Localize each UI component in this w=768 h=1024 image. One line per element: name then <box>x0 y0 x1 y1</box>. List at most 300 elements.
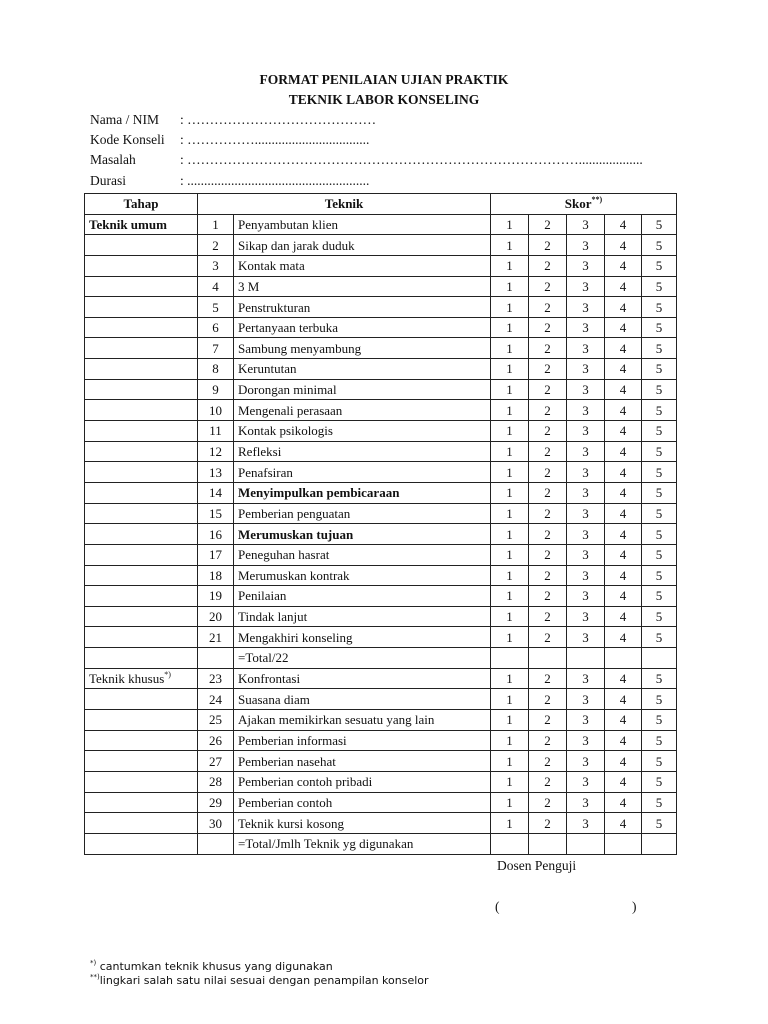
score-total-cell[interactable] <box>642 833 677 854</box>
score-total-cell[interactable] <box>605 833 642 854</box>
score-option[interactable]: 3 <box>567 710 605 731</box>
score-option[interactable]: 1 <box>491 503 529 524</box>
score-option[interactable]: 1 <box>491 606 529 627</box>
table-row <box>85 297 677 318</box>
tahap-cell <box>85 606 198 627</box>
score-total-cell[interactable] <box>529 648 567 669</box>
score-option[interactable]: 1 <box>491 771 529 792</box>
score-option[interactable]: 5 <box>642 379 677 400</box>
form-title: FORMAT PENILAIAN UJIAN PRAKTIK <box>259 72 509 87</box>
score-total-cell[interactable] <box>567 833 605 854</box>
score-option[interactable]: 4 <box>605 400 642 421</box>
tahap-cell <box>85 648 198 669</box>
score-option[interactable]: 1 <box>491 544 529 565</box>
score-option[interactable]: 3 <box>567 462 605 483</box>
score-option[interactable]: 3 <box>567 813 605 834</box>
score-option[interactable]: 4 <box>605 317 642 338</box>
identity-fill-line: : …………….................................. <box>180 132 370 147</box>
technique-number: 29 <box>198 792 234 813</box>
score-option[interactable]: 3 <box>567 524 605 545</box>
score-option[interactable]: 5 <box>642 255 677 276</box>
score-option[interactable]: 4 <box>605 813 642 834</box>
identity-fill-line: : ...................................................... <box>180 173 370 188</box>
score-option[interactable]: 3 <box>567 503 605 524</box>
footnote-mark: *) <box>90 959 97 967</box>
technique-name: Pemberian nasehat <box>234 751 491 772</box>
table-row <box>85 730 677 751</box>
identity-row-nama <box>90 110 377 130</box>
score-option[interactable]: 5 <box>642 297 677 318</box>
tahap-label: Teknik khusus <box>89 671 165 687</box>
technique-number: 3 <box>198 255 234 276</box>
technique-number: 4 <box>198 276 234 297</box>
score-option[interactable]: 1 <box>491 482 529 503</box>
score-option[interactable]: 5 <box>642 544 677 565</box>
score-option[interactable]: 1 <box>491 730 529 751</box>
tahap-cell <box>85 214 198 235</box>
technique-name: Sikap dan jarak duduk <box>234 235 491 256</box>
score-option[interactable]: 5 <box>642 710 677 731</box>
technique-name: Penyambutan klien <box>234 214 491 235</box>
identity-fill-line: : …………………………………… <box>180 112 377 127</box>
signature-open-paren: ( <box>495 899 500 914</box>
score-option[interactable]: 2 <box>529 235 567 256</box>
score-option[interactable]: 1 <box>491 421 529 442</box>
score-option[interactable]: 1 <box>491 668 529 689</box>
score-option[interactable]: 2 <box>529 379 567 400</box>
score-option[interactable]: 5 <box>642 482 677 503</box>
score-option[interactable]: 3 <box>567 771 605 792</box>
total-label: =Total/22 <box>234 648 491 669</box>
technique-name: Pemberian informasi <box>234 730 491 751</box>
score-option[interactable]: 1 <box>491 751 529 772</box>
technique-number: 23 <box>198 668 234 689</box>
table-row <box>85 441 677 462</box>
score-option[interactable]: 3 <box>567 235 605 256</box>
assessment-table <box>84 193 677 855</box>
score-option[interactable]: 5 <box>642 586 677 607</box>
technique-number: 17 <box>198 544 234 565</box>
footnote-text: lingkari salah satu nilai sesuai dengan penampilan konselor <box>99 974 429 987</box>
table-row <box>85 771 677 792</box>
score-option[interactable]: 5 <box>642 565 677 586</box>
technique-number: 19 <box>198 586 234 607</box>
header-skor <box>491 194 677 215</box>
tahap-cell <box>85 235 198 256</box>
technique-number: 10 <box>198 400 234 421</box>
score-option[interactable]: 1 <box>491 710 529 731</box>
tahap-cell <box>85 338 198 359</box>
table-row <box>85 421 677 442</box>
score-option[interactable]: 4 <box>605 627 642 648</box>
score-option[interactable]: 2 <box>529 751 567 772</box>
tahap-cell <box>85 813 198 834</box>
score-option[interactable]: 4 <box>605 771 642 792</box>
score-total-cell[interactable] <box>642 648 677 669</box>
identity-label: Masalah <box>90 152 136 167</box>
header-teknik: Teknik <box>198 194 491 215</box>
score-option[interactable]: 5 <box>642 627 677 648</box>
table-row <box>85 359 677 380</box>
tahap-cell <box>85 627 198 648</box>
technique-number: 25 <box>198 710 234 731</box>
identity-row-kode-konseli <box>90 130 370 150</box>
score-option[interactable]: 2 <box>529 338 567 359</box>
table-row <box>85 255 677 276</box>
technique-number: 12 <box>198 441 234 462</box>
score-option[interactable]: 2 <box>529 482 567 503</box>
score-option[interactable]: 2 <box>529 689 567 710</box>
score-total-cell[interactable] <box>491 833 529 854</box>
score-option[interactable]: 5 <box>642 524 677 545</box>
tahap-cell <box>85 565 198 586</box>
tahap-cell <box>85 833 198 854</box>
technique-number: 24 <box>198 689 234 710</box>
number-cell <box>198 833 234 854</box>
score-option[interactable]: 5 <box>642 503 677 524</box>
score-option[interactable]: 1 <box>491 792 529 813</box>
score-option[interactable]: 5 <box>642 421 677 442</box>
technique-name: Merumuskan tujuan <box>234 524 491 545</box>
score-option[interactable]: 4 <box>605 544 642 565</box>
identity-row-durasi <box>90 171 370 191</box>
table-row <box>85 338 677 359</box>
score-option[interactable]: 1 <box>491 317 529 338</box>
technique-number: 6 <box>198 317 234 338</box>
technique-number: 21 <box>198 627 234 648</box>
identity-fill-line: : ……………………………………………………………………………................... <box>180 152 643 167</box>
table-row <box>85 317 677 338</box>
total-label: =Total/Jmlh Teknik yg digunakan <box>234 833 491 854</box>
score-option[interactable]: 2 <box>529 565 567 586</box>
score-option[interactable]: 1 <box>491 359 529 380</box>
score-option[interactable]: 4 <box>605 689 642 710</box>
score-total-cell[interactable] <box>529 833 567 854</box>
tahap-cell <box>85 544 198 565</box>
score-option[interactable]: 5 <box>642 771 677 792</box>
score-option[interactable]: 4 <box>605 297 642 318</box>
score-option[interactable]: 5 <box>642 400 677 421</box>
score-option[interactable]: 1 <box>491 565 529 586</box>
technique-number: 30 <box>198 813 234 834</box>
total-row <box>85 648 677 669</box>
tahap-cell <box>85 379 198 400</box>
identity-label: Nama / NIM <box>90 112 159 127</box>
technique-name: Peneguhan hasrat <box>234 544 491 565</box>
technique-number: 13 <box>198 462 234 483</box>
table-row <box>85 276 677 297</box>
score-option[interactable]: 1 <box>491 255 529 276</box>
score-option[interactable]: 5 <box>642 751 677 772</box>
score-option[interactable]: 2 <box>529 400 567 421</box>
table-row <box>85 792 677 813</box>
score-option[interactable]: 2 <box>529 503 567 524</box>
score-option[interactable]: 3 <box>567 544 605 565</box>
tahap-cell <box>85 297 198 318</box>
score-option[interactable]: 2 <box>529 813 567 834</box>
score-option[interactable]: 3 <box>567 565 605 586</box>
technique-number: 16 <box>198 524 234 545</box>
technique-number: 9 <box>198 379 234 400</box>
score-option[interactable]: 5 <box>642 235 677 256</box>
technique-number: 8 <box>198 359 234 380</box>
score-option[interactable]: 3 <box>567 379 605 400</box>
signature-close-paren: ) <box>632 899 637 914</box>
score-option[interactable]: 4 <box>605 730 642 751</box>
score-option[interactable]: 4 <box>605 462 642 483</box>
tahap-cell <box>85 771 198 792</box>
score-option[interactable]: 3 <box>567 668 605 689</box>
score-option[interactable]: 2 <box>529 710 567 731</box>
score-option[interactable]: 4 <box>605 235 642 256</box>
table-header-row <box>85 194 677 215</box>
score-option[interactable]: 2 <box>529 606 567 627</box>
score-option[interactable]: 1 <box>491 276 529 297</box>
tahap-cell <box>85 359 198 380</box>
tahap-cell <box>85 441 198 462</box>
technique-name: Keruntutan <box>234 359 491 380</box>
score-option[interactable]: 5 <box>642 668 677 689</box>
footnote-2 <box>90 974 429 987</box>
footnote-text: cantumkan teknik khusus yang digunakan <box>96 960 333 973</box>
tahap-cell <box>85 730 198 751</box>
score-option[interactable]: 3 <box>567 482 605 503</box>
score-option[interactable]: 2 <box>529 771 567 792</box>
table-row <box>85 668 677 689</box>
score-option[interactable]: 2 <box>529 462 567 483</box>
technique-name: Tindak lanjut <box>234 606 491 627</box>
technique-number: 18 <box>198 565 234 586</box>
score-option[interactable]: 4 <box>605 606 642 627</box>
score-option[interactable]: 2 <box>529 730 567 751</box>
score-option[interactable]: 2 <box>529 586 567 607</box>
technique-number: 1 <box>198 214 234 235</box>
score-option[interactable]: 3 <box>567 297 605 318</box>
score-option[interactable]: 2 <box>529 668 567 689</box>
score-option[interactable]: 5 <box>642 276 677 297</box>
score-total-cell[interactable] <box>605 648 642 669</box>
table-row <box>85 462 677 483</box>
score-option[interactable]: 4 <box>605 668 642 689</box>
technique-name: Mengakhiri konseling <box>234 627 491 648</box>
score-option[interactable]: 4 <box>605 751 642 772</box>
score-option[interactable]: 2 <box>529 524 567 545</box>
technique-name: Penafsiran <box>234 462 491 483</box>
tahap-cell <box>85 689 198 710</box>
score-option[interactable]: 2 <box>529 276 567 297</box>
score-option[interactable]: 4 <box>605 710 642 731</box>
score-option[interactable]: 2 <box>529 297 567 318</box>
form-subtitle: TEKNIK LABOR KONSELING <box>288 92 480 107</box>
score-option[interactable]: 3 <box>567 627 605 648</box>
total-row <box>85 833 677 854</box>
tahap-cell <box>85 503 198 524</box>
score-option[interactable]: 1 <box>491 813 529 834</box>
technique-number: 7 <box>198 338 234 359</box>
table-row <box>85 689 677 710</box>
table-row <box>85 379 677 400</box>
table-row <box>85 606 677 627</box>
score-option[interactable]: 3 <box>567 317 605 338</box>
table-row <box>85 813 677 834</box>
table-row <box>85 586 677 607</box>
score-option[interactable]: 1 <box>491 441 529 462</box>
score-option[interactable]: 5 <box>642 606 677 627</box>
footnote-1 <box>90 960 333 973</box>
table-row <box>85 627 677 648</box>
tahap-cell <box>85 524 198 545</box>
score-option[interactable]: 5 <box>642 813 677 834</box>
technique-name: Dorongan minimal <box>234 379 491 400</box>
table-row <box>85 751 677 772</box>
tahap-cell <box>85 462 198 483</box>
tahap-cell <box>85 317 198 338</box>
score-option[interactable]: 1 <box>491 235 529 256</box>
score-option[interactable]: 4 <box>605 565 642 586</box>
score-option[interactable]: 2 <box>529 627 567 648</box>
tahap-cell <box>85 276 198 297</box>
score-option[interactable]: 2 <box>529 317 567 338</box>
header-skor-label: Skor <box>564 196 592 212</box>
score-option[interactable]: 4 <box>605 214 642 235</box>
score-option[interactable]: 5 <box>642 214 677 235</box>
score-option[interactable]: 1 <box>491 214 529 235</box>
footnote-mark: **) <box>90 973 100 981</box>
score-option[interactable]: 1 <box>491 462 529 483</box>
table-row <box>85 482 677 503</box>
score-option[interactable]: 2 <box>529 359 567 380</box>
score-option[interactable]: 5 <box>642 359 677 380</box>
technique-number: 11 <box>198 421 234 442</box>
technique-number: 5 <box>198 297 234 318</box>
technique-number: 2 <box>198 235 234 256</box>
score-option[interactable]: 4 <box>605 276 642 297</box>
technique-name: Pemberian contoh <box>234 792 491 813</box>
score-option[interactable]: 3 <box>567 214 605 235</box>
score-option[interactable]: 5 <box>642 730 677 751</box>
technique-number: 28 <box>198 771 234 792</box>
tahap-cell <box>85 255 198 276</box>
score-option[interactable]: 3 <box>567 751 605 772</box>
technique-name: Konfrontasi <box>234 668 491 689</box>
score-option[interactable]: 2 <box>529 544 567 565</box>
technique-name: Pertanyaan terbuka <box>234 317 491 338</box>
score-option[interactable]: 4 <box>605 421 642 442</box>
technique-name: Merumuskan kontrak <box>234 565 491 586</box>
technique-name: Pemberian contoh pribadi <box>234 771 491 792</box>
score-option[interactable]: 1 <box>491 379 529 400</box>
technique-name: Penilaian <box>234 586 491 607</box>
table-row <box>85 524 677 545</box>
score-option[interactable]: 5 <box>642 792 677 813</box>
score-option[interactable]: 4 <box>605 338 642 359</box>
tahap-cell <box>85 400 198 421</box>
score-option[interactable]: 3 <box>567 606 605 627</box>
score-option[interactable]: 2 <box>529 441 567 462</box>
tahap-cell <box>85 710 198 731</box>
technique-number: 20 <box>198 606 234 627</box>
score-option[interactable]: 3 <box>567 792 605 813</box>
technique-number: 26 <box>198 730 234 751</box>
score-option[interactable]: 1 <box>491 586 529 607</box>
score-total-cell[interactable] <box>567 648 605 669</box>
technique-number: 15 <box>198 503 234 524</box>
score-option[interactable]: 4 <box>605 482 642 503</box>
technique-name: Mengenali perasaan <box>234 400 491 421</box>
score-option[interactable]: 1 <box>491 297 529 318</box>
score-option[interactable]: 5 <box>642 317 677 338</box>
score-option[interactable]: 4 <box>605 441 642 462</box>
identity-row-masalah <box>90 150 643 170</box>
table-row <box>85 544 677 565</box>
tahap-cell <box>85 792 198 813</box>
technique-name: Kontak mata <box>234 255 491 276</box>
score-option[interactable]: 5 <box>642 338 677 359</box>
score-option[interactable]: 2 <box>529 792 567 813</box>
technique-name: Refleksi <box>234 441 491 462</box>
score-option[interactable]: 3 <box>567 276 605 297</box>
technique-name: Kontak psikologis <box>234 421 491 442</box>
score-option[interactable]: 3 <box>567 730 605 751</box>
technique-name: Pemberian penguatan <box>234 503 491 524</box>
score-option[interactable]: 4 <box>605 503 642 524</box>
score-option[interactable]: 4 <box>605 586 642 607</box>
technique-name: Penstrukturan <box>234 297 491 318</box>
tahap-cell <box>85 586 198 607</box>
score-option[interactable]: 2 <box>529 421 567 442</box>
identity-label: Kode Konseli <box>90 132 165 147</box>
score-option[interactable]: 3 <box>567 359 605 380</box>
score-option[interactable]: 1 <box>491 524 529 545</box>
number-cell <box>198 648 234 669</box>
score-option[interactable]: 5 <box>642 441 677 462</box>
tahap-label: Teknik umum <box>89 216 167 232</box>
score-option[interactable]: 3 <box>567 255 605 276</box>
technique-number: 14 <box>198 482 234 503</box>
score-option[interactable]: 1 <box>491 338 529 359</box>
score-option[interactable]: 1 <box>491 689 529 710</box>
score-option[interactable]: 3 <box>567 338 605 359</box>
score-option[interactable]: 3 <box>567 421 605 442</box>
score-option[interactable]: 5 <box>642 462 677 483</box>
identity-label: Durasi <box>90 173 126 188</box>
score-option[interactable]: 4 <box>605 379 642 400</box>
score-option[interactable]: 3 <box>567 689 605 710</box>
score-option[interactable]: 4 <box>605 255 642 276</box>
table-row <box>85 214 677 235</box>
score-option[interactable]: 4 <box>605 524 642 545</box>
score-total-cell[interactable] <box>491 648 529 669</box>
score-option[interactable]: 3 <box>567 586 605 607</box>
header-skor-mark: **) <box>591 195 603 205</box>
score-option[interactable]: 1 <box>491 627 529 648</box>
technique-name: Ajakan memikirkan sesuatu yang lain <box>234 710 491 731</box>
technique-name: 3 M <box>234 276 491 297</box>
score-option[interactable]: 3 <box>567 400 605 421</box>
technique-number: 27 <box>198 751 234 772</box>
score-option[interactable]: 4 <box>605 792 642 813</box>
table-row <box>85 235 677 256</box>
score-option[interactable]: 3 <box>567 441 605 462</box>
score-option[interactable]: 2 <box>529 214 567 235</box>
score-option[interactable]: 2 <box>529 255 567 276</box>
score-option[interactable]: 4 <box>605 359 642 380</box>
score-option[interactable]: 1 <box>491 400 529 421</box>
score-option[interactable]: 5 <box>642 689 677 710</box>
tahap-cell <box>85 751 198 772</box>
technique-name: Menyimpulkan pembicaraan <box>234 482 491 503</box>
table-row <box>85 710 677 731</box>
